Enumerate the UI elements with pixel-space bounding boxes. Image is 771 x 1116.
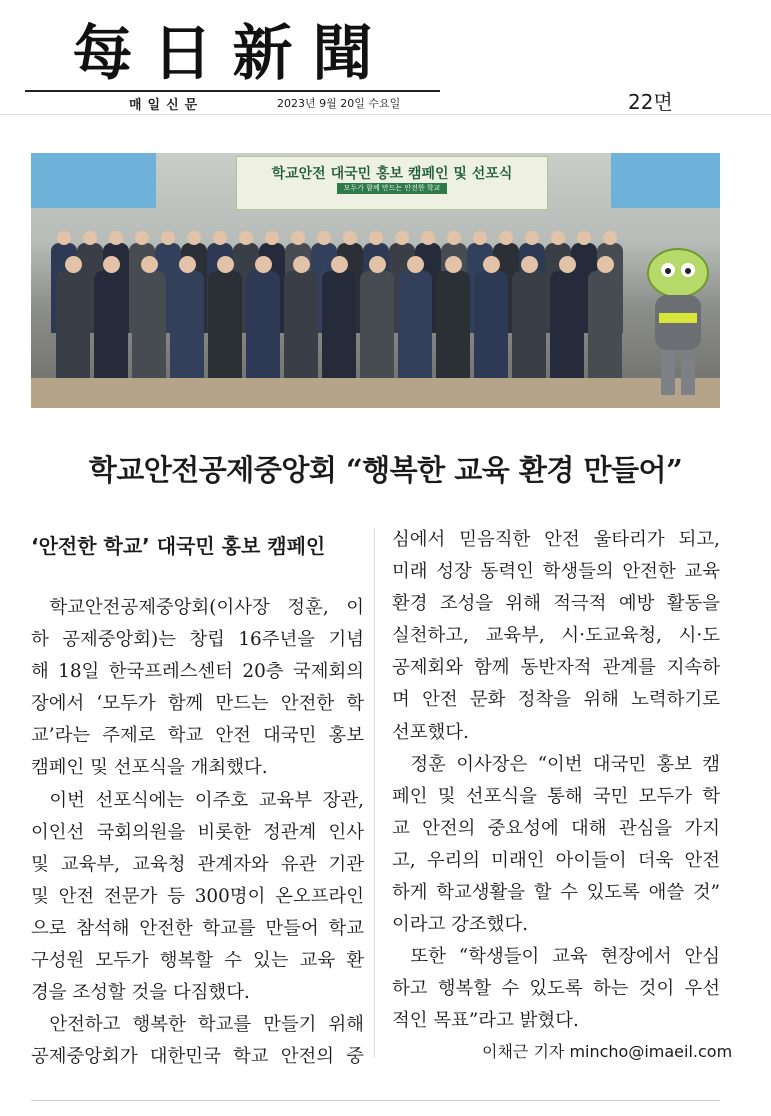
article-line: 하고 행복할 수 있도록 하는 것이 우선 <box>392 978 720 1000</box>
person-head <box>369 256 386 273</box>
person-head <box>331 256 348 273</box>
person-figure <box>360 271 394 389</box>
article-line: 및 안전 전문가 등 300명이 온오프라인 <box>31 885 364 907</box>
person-figure <box>588 271 622 389</box>
person-head <box>551 231 565 245</box>
person-head <box>317 231 331 245</box>
person-figure <box>550 271 584 389</box>
article-line: 해 18일 한국프레스센터 20층 국제회의 <box>31 661 364 683</box>
article-line: 으로 참석해 안전한 학교를 만들어 학교 <box>31 917 364 939</box>
person-head <box>265 231 279 245</box>
article-headline: 학교안전공제중앙회 “행복한 교육 환경 만들어” <box>88 453 683 487</box>
article-line: 학교안전공제중앙회(이사장 정훈, 이 <box>31 597 364 618</box>
person-head <box>293 256 310 273</box>
person-head <box>447 231 461 245</box>
article-line: 캠페인 및 선포식을 개최했다. <box>31 757 268 779</box>
article-line: 미래 성장 동력인 학생들의 안전한 교육 <box>392 561 720 583</box>
banner-title: 학교안전 대국민 홍보 캠페인 및 선포식 <box>271 166 513 182</box>
article-line: 적인 목표”라고 밝혔다. <box>392 1010 579 1032</box>
article-line: 안전하고 행복한 학교를 만들기 위해 <box>31 1014 364 1036</box>
article-line: 구성원 모두가 행복할 수 있는 교육 환 <box>31 950 364 972</box>
article-line: 또한 “학생들이 교육 현장에서 안심 <box>392 946 720 968</box>
masthead-subtitle: 매일신문 <box>129 98 204 113</box>
article-line: 교 안전의 중요성에 대해 관심을 가지 <box>392 817 720 839</box>
person-figure <box>322 271 356 389</box>
person-head <box>255 256 272 273</box>
person-head <box>499 231 513 245</box>
person-head <box>559 256 576 273</box>
person-head <box>217 256 234 273</box>
article-line: 선포했다. <box>392 721 469 743</box>
person-head <box>103 256 120 273</box>
article-line: 하게 학교생활을 할 수 있도록 애쓸 것” <box>392 882 720 904</box>
person-figure <box>284 271 318 389</box>
article-line: 며 안전 문화 정착을 위해 노력하기로 <box>392 689 720 711</box>
person-head <box>179 256 196 273</box>
person-head <box>597 256 614 273</box>
person-head <box>213 231 227 245</box>
person-head <box>291 231 305 245</box>
page-number: 22면 <box>628 90 673 114</box>
person-head <box>577 231 591 245</box>
article-line: 고, 우리의 미래인 아이들이 더욱 안전 <box>392 849 720 871</box>
article-line: 공제중앙회가 대한민국 학교 안전의 중 <box>31 1046 364 1068</box>
person-head <box>187 231 201 245</box>
article-line: 이라고 강조했다. <box>392 914 529 936</box>
person-figure <box>436 271 470 389</box>
person-figure <box>208 271 242 389</box>
person-head <box>525 231 539 245</box>
mascot-figure <box>643 245 713 405</box>
article-line: 공제회와 함께 동반자적 관계를 지속하 <box>392 657 720 679</box>
person-figure <box>246 271 280 389</box>
person-figure <box>94 271 128 389</box>
newspaper-logo: 每日新聞 <box>72 19 393 89</box>
byline: 이채근 기자 mincho@imaeil.com <box>482 1042 733 1061</box>
person-figure <box>512 271 546 389</box>
header-divider <box>0 114 771 115</box>
banner-subtitle: 모두가 함께 만드는 안전한 학교 <box>337 183 447 194</box>
person-head <box>57 231 71 245</box>
person-figure <box>474 271 508 389</box>
person-head <box>135 231 149 245</box>
article-line: 페인 및 선포식을 통해 국민 모두가 학 <box>392 785 720 807</box>
article-line: 심에서 믿음직한 안전 울타리가 되고, <box>392 529 720 550</box>
person-head <box>483 256 500 273</box>
person-head <box>445 256 462 273</box>
article-line: 교’라는 주제로 학교 안전 대국민 홍보 <box>31 725 364 747</box>
person-head <box>109 231 123 245</box>
person-head <box>141 256 158 273</box>
person-head <box>473 231 487 245</box>
event-banner <box>236 156 548 210</box>
person-figure <box>170 271 204 389</box>
article-line: 실천하고, 교육부, 시·도교육청, 시·도 <box>392 625 720 647</box>
column-divider <box>374 528 375 1058</box>
person-head <box>421 231 435 245</box>
event-photo <box>31 153 720 408</box>
person-head <box>395 231 409 245</box>
article-column-left <box>31 592 364 1073</box>
article-line: 장에서 ‘모두가 함께 만드는 안전한 학 <box>31 693 364 715</box>
person-figure <box>398 271 432 389</box>
left-screen <box>31 153 156 208</box>
article-line: 환경 조성을 위해 적극적 예방 활동을 <box>392 593 720 615</box>
right-screen <box>611 153 720 208</box>
masthead <box>25 19 440 113</box>
person-head <box>83 231 97 245</box>
article-column-right <box>392 524 720 1038</box>
person-head <box>161 231 175 245</box>
person-head <box>343 231 357 245</box>
person-head <box>521 256 538 273</box>
article-line: 정훈 이사장은 “이번 대국민 홍보 캠 <box>392 753 720 775</box>
article-subheadline: ‘안전한 학교’ 대국민 홍보 캠페인 <box>31 534 326 558</box>
article-line: 및 교육부, 교육청 관계자와 유관 기관 <box>31 853 364 875</box>
person-head <box>407 256 424 273</box>
stage-floor <box>31 378 720 408</box>
article-line: 하 공제중앙회)는 창립 16주년을 기념 <box>31 629 364 651</box>
article-line: 경을 조성할 것을 다짐했다. <box>31 982 250 1004</box>
person-head <box>369 231 383 245</box>
footer-divider <box>31 1100 720 1101</box>
article-line: 이번 선포식에는 이주호 교육부 장관, <box>31 789 364 811</box>
person-head <box>603 231 617 245</box>
publication-date: 2023년 9월 20일 수요일 <box>277 97 401 110</box>
person-figure <box>132 271 166 389</box>
person-head <box>239 231 253 245</box>
person-figure <box>56 271 90 389</box>
person-head <box>65 256 82 273</box>
article-line: 이인선 국회의원을 비롯한 정관계 인사 <box>31 821 364 843</box>
